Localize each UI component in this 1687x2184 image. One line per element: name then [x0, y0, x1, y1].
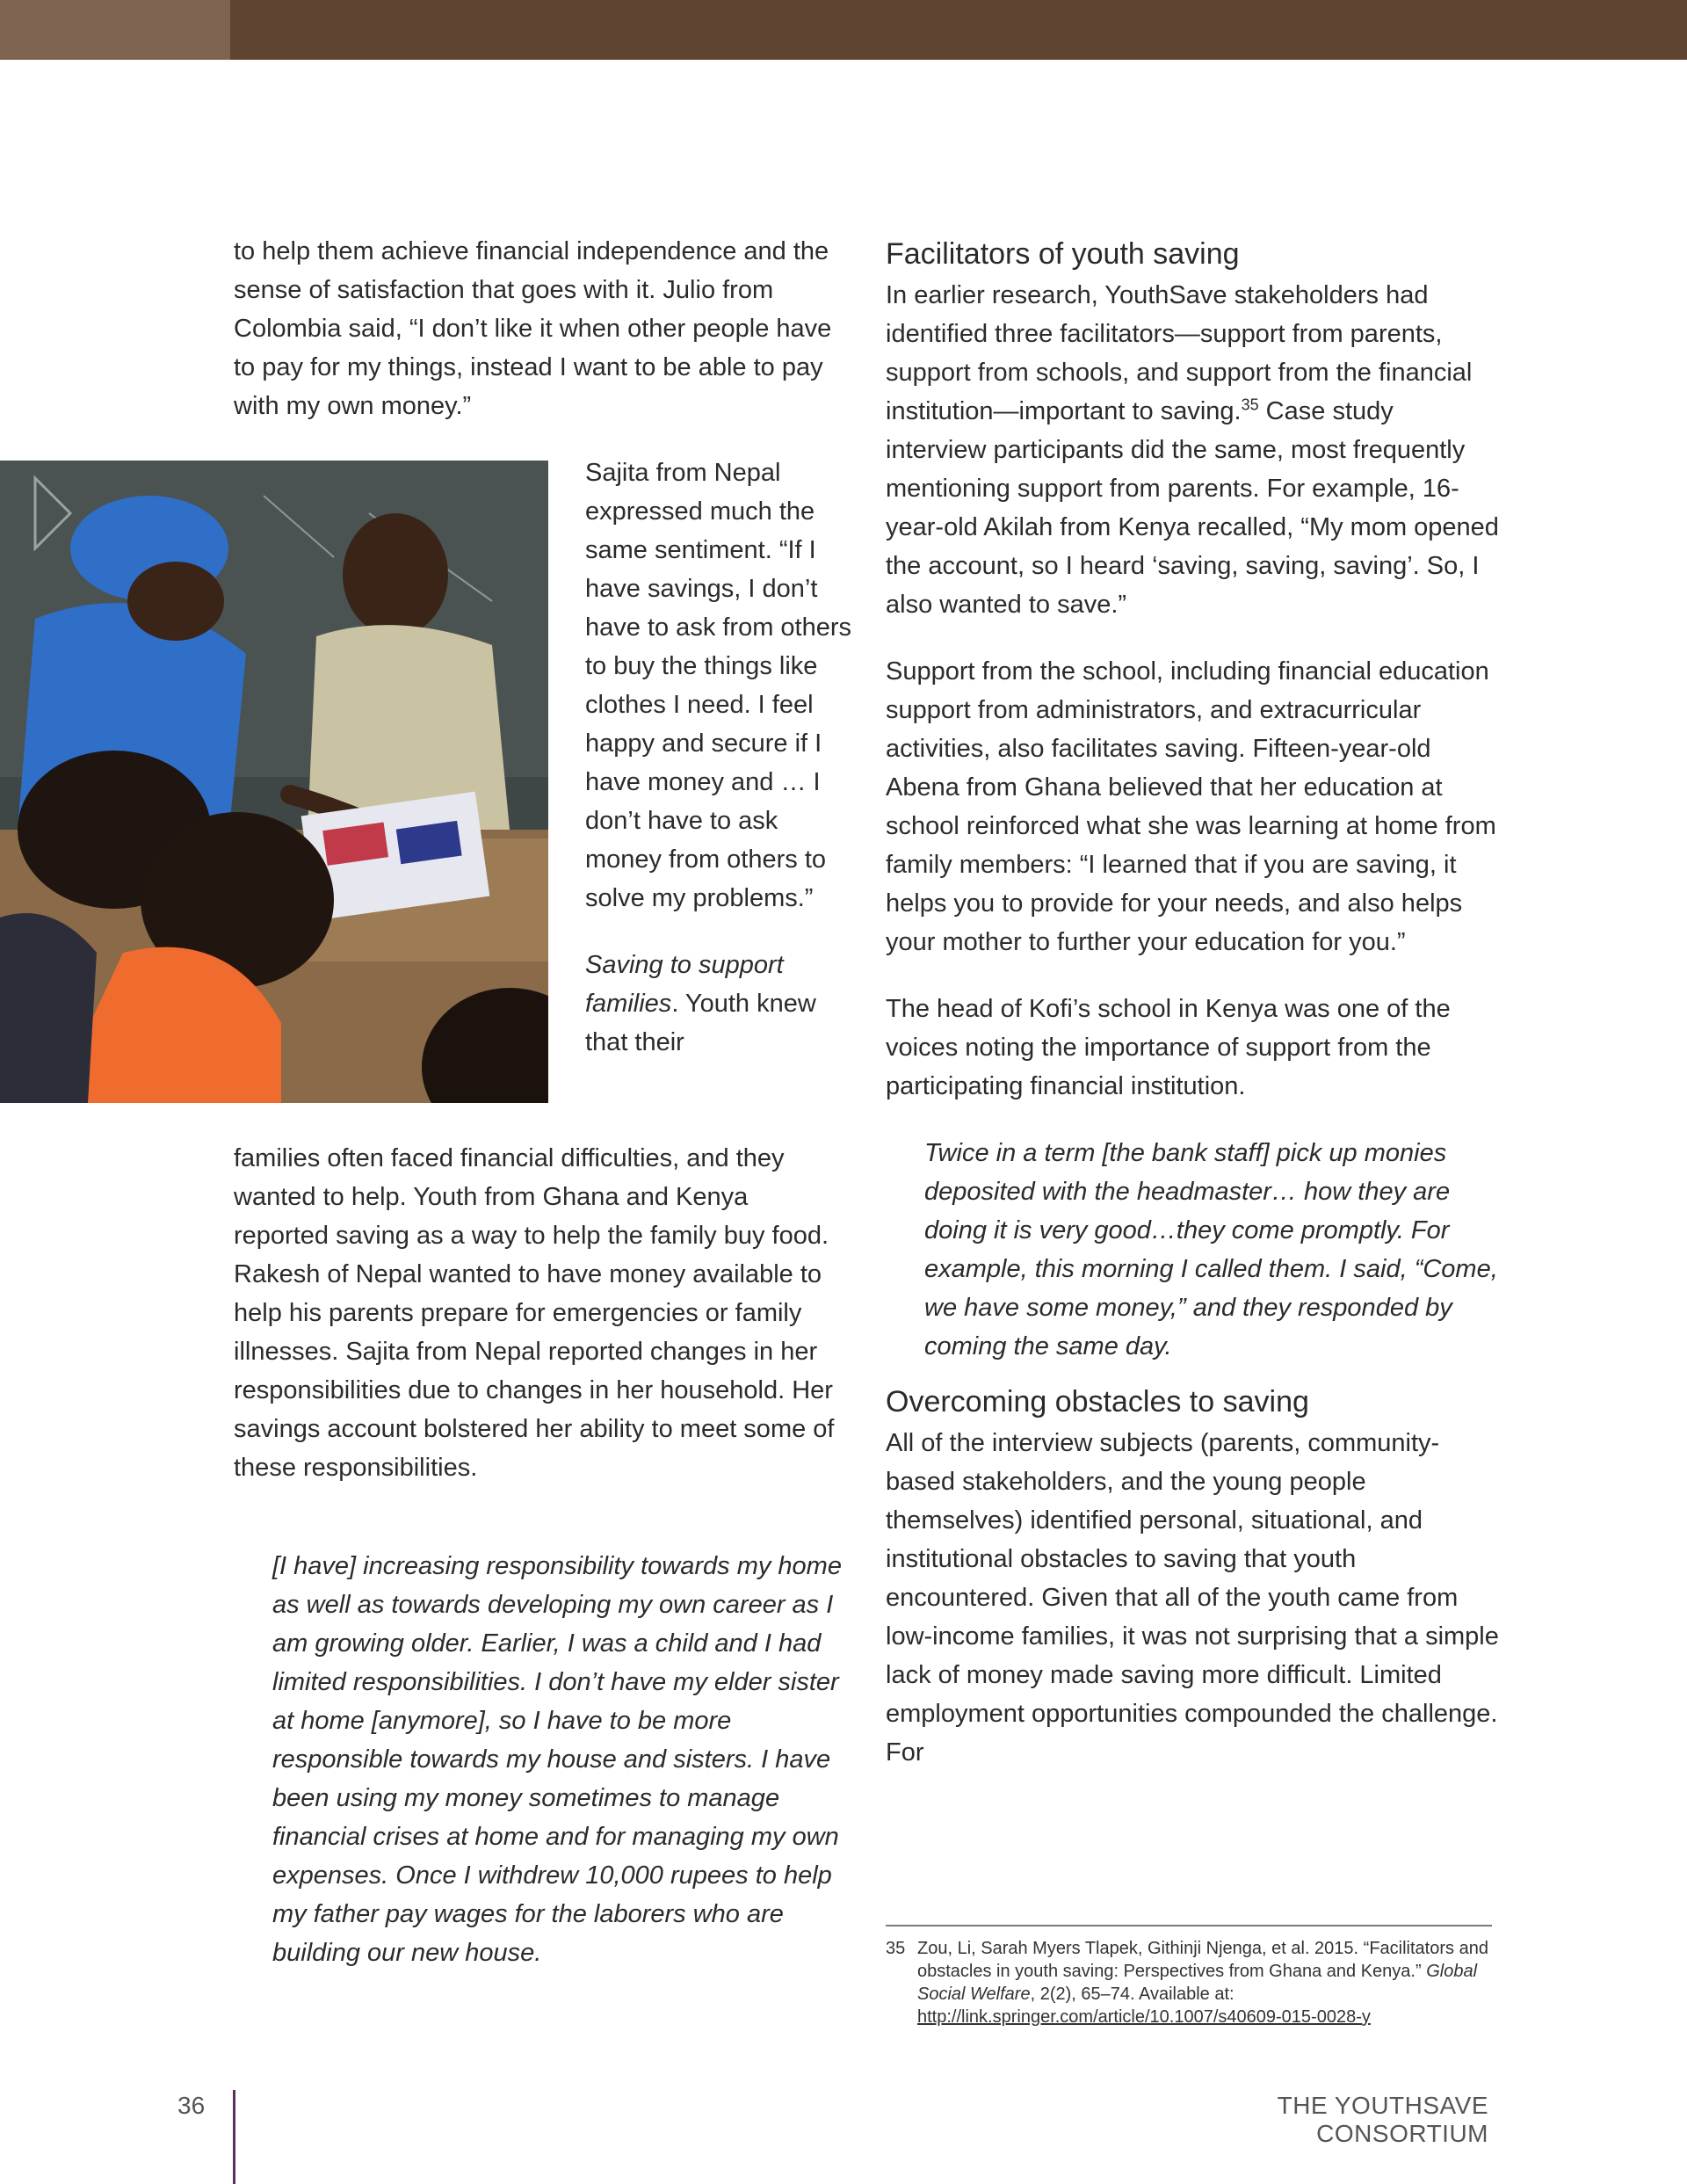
top-banner-bar [0, 0, 1687, 60]
footnote-body [917, 1937, 1501, 2028]
kofi-school-paragraph: The head of Kofi’s school in Kenya was one of the voices noting the importance of support from the participating financial institution. [886, 995, 1451, 1100]
families-paragraph-start [585, 946, 858, 1062]
heading-facilitators: Facilitators of youth saving [886, 237, 1240, 271]
footnote-text-after: , 2(2), 65–74. Available at: [1030, 1984, 1234, 2004]
heading-obstacles: Overcoming obstacles to saving [886, 1385, 1309, 1419]
footnote-divider [886, 1925, 1492, 1926]
footnote-ref-35[interactable]: 35 [1241, 395, 1259, 414]
facilitators-text-after: Case study interview participants did the same, most frequently mentioning support from parents. For example, 16-year-old Akilah from Kenya recalled, “My mom opened the account, so I heard ‘saving, saving, saving’. So, I also wanted to save.” [886, 397, 1499, 619]
sajita-quote-text: [I have] increasing responsibility towards my home as well as towards developing my own career as I am growing older. Earlier, I was a child and I had limited responsibilities. I don’t have my elder sister at home [anymore], so I have to be more responsible towards my house and sisters. I have been using my money sometimes to manage financial crises at home and for managing my own expenses. Once I withdrew 10,000 rupees to help my father pay wages for the laborers who are building our new house. [272, 1552, 842, 1967]
right-column [886, 232, 1501, 1772]
facilitators-paragraph [886, 276, 1501, 624]
left-block-quote [272, 1547, 852, 1972]
footnote-link[interactable]: http://link.springer.com/article/10.1007/s40609-015-0028-y [917, 2007, 1371, 2027]
intro-paragraph: to help them achieve financial independence and the sense of satisfaction that goes with it. Julio from Colombia said, “I don’t like it when other people have to pay for my things, instead I want to be able to pay with my own money.” [234, 237, 832, 420]
footer-divider [233, 2090, 235, 2184]
classroom-photo [0, 461, 548, 1103]
sajita-paragraph-block [585, 453, 858, 1062]
bank-staff-quote: Twice in a term [the bank staff] pick up monies deposited with the headmaster… how they are doing it is very good…they come promptly. For example, this morning I called them. I said, “Come, we have some money,” and they responded by coming the same day. [924, 1139, 1498, 1360]
families-run-in-heading: Saving to support families [585, 951, 784, 1018]
footnote-35 [886, 1937, 1501, 2028]
families-paragraph-rest: families often faced financial difficulties, and they wanted to help. Youth from Ghana and Kenya reported saving as a way to help the family buy food. Rakesh of Nepal wanted to have money available to help his parents prepare for emergencies or family illnesses. Sajita from Nepal reported changes in her responsibilities due to changes in her household. Her savings account bolstered her ability to meet some of these responsibilities. [234, 1144, 835, 1482]
obstacles-paragraph: All of the interview subjects (parents, community-based stakeholders, and the young people themselves) identified personal, situational, and institutional obstacles to saving that youth encountered. Given that all of the youth came from low-income families, it was not surprising that a simple lack of money made saving more difficult. Limited employment opportunities compounded the challenge. For [886, 1429, 1499, 1767]
footnote-text-before: Zou, Li, Sarah Myers Tlapek, Githinji Njenga, et al. 2015. “Facilitators and obstacles in youth saving: Perspectives from Ghana and Kenya.” [917, 1939, 1488, 1981]
footnote-journal: Global Social Welfare [917, 1962, 1478, 2004]
facilitators-text-before: In earlier research, YouthSave stakeholders had identified three facilitators—support from parents, support from schools, and support from the financial institution—important to saving. [886, 281, 1473, 425]
school-support-paragraph: Support from the school, including financial education support from administrators, and extracurricular activities, also facilitates saving. Fifteen-year-old Abena from Ghana believed that her education at school reinforced what she was learning at home from family members: “I learned that if you are saving, it helps you to provide for your needs, and also helps your mother to further your education for you.” [886, 657, 1496, 956]
families-paragraph-continuation [234, 1139, 849, 1487]
sajita-paragraph: Sajita from Nepal expressed much the same sentiment. “If I have savings, I don’t have to ask from others to buy the things like clothes I need. I feel happy and secure if I have money and … I don’t have to ask money from others to solve my problems.” [585, 459, 852, 912]
page-number: 36 [177, 2092, 206, 2119]
top-banner-accent [0, 0, 230, 60]
families-start-text: . Youth knew that their [585, 990, 816, 1056]
footnote-number: 35 [886, 1939, 906, 1958]
footer-publication-title: THE YOUTHSAVE CONSORTIUM [1277, 2092, 1488, 2147]
left-column-intro [234, 232, 849, 425]
